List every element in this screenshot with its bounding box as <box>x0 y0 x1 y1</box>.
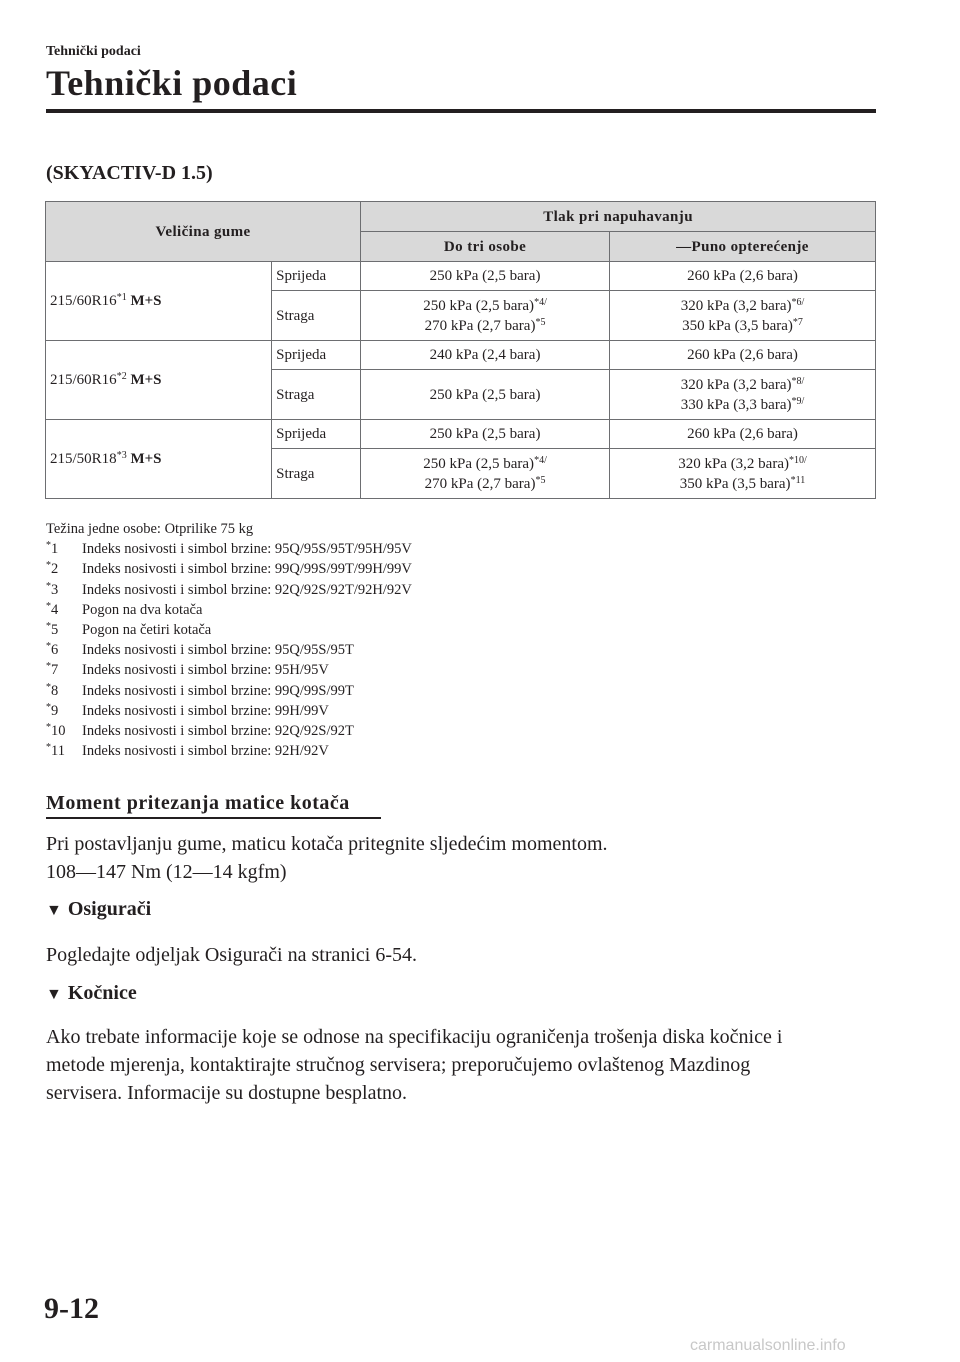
title-rule <box>46 109 876 113</box>
value-cell: 320 kPa (3,2 bara)$^{*10/}$ 350 kPa (3,5 bara)$^{*11}$ <box>609 449 875 499</box>
torque-value: 108―147 Nm (12―14 kgfm) <box>46 861 287 883</box>
brakes-text-line: Ako trebate informacije koje se odnose na specifikaciju ograničenja trošenja diska kočnice i <box>46 1026 783 1048</box>
position-front: Sprijeda <box>272 341 361 370</box>
torque-heading-underline <box>46 817 381 819</box>
tire-size-cell: 215/50R18$^{*3}$ M+S <box>46 420 272 499</box>
section-title: (SKYACTIV-D 1.5) <box>46 162 213 184</box>
chapter-title: Tehnički podaci <box>46 63 298 103</box>
value-cell: 250 kPa (2,5 bara) <box>361 262 610 291</box>
footnote-item: *1 Indeks nosivosti i simbol brzine: 95Q/95S/95T/95H/95V <box>46 540 412 558</box>
value-cell: 240 kPa (2,4 bara) <box>361 341 610 370</box>
value-cell: 250 kPa (2,5 bara) <box>361 420 610 449</box>
triangle-bullet-icon: ▼ <box>46 986 62 1003</box>
table-row <box>46 341 876 370</box>
footnote-item: *7 Indeks nosivosti i simbol brzine: 95H/95V <box>46 661 329 679</box>
footnote-item: *4 Pogon na dva kotača <box>46 600 203 618</box>
footnote-item: *5 Pogon na četiri kotača <box>46 621 212 639</box>
table-header-row <box>46 202 876 232</box>
brakes-text-line: metode mjerenja, kontaktirajte stručnog servisera; preporučujemo ovlaštenog Mazdinog <box>46 1054 751 1076</box>
footnote-item: *3 Indeks nosivosti i simbol brzine: 92Q/92S/92T/92H/92V <box>46 580 412 598</box>
value-cell: 260 kPa (2,6 bara) <box>609 262 875 291</box>
value-cell: 260 kPa (2,6 bara) <box>609 420 875 449</box>
position-front: Sprijeda <box>272 420 361 449</box>
weight-note: Težina jedne osobe: Otprilike 75 kg <box>46 521 254 537</box>
header-full-load: —Puno opterećenje <box>609 232 875 262</box>
table-row <box>46 420 876 449</box>
value-cell: 250 kPa (2,5 bara) <box>361 370 610 420</box>
value-cell: 260 kPa (2,6 bara) <box>609 341 875 370</box>
tire-pressure-table <box>45 201 876 499</box>
fuses-text: Pogledajte odjeljak Osigurači na stranici 6-54. <box>46 944 418 966</box>
header-pressure: Tlak pri napuhavanju <box>361 202 876 232</box>
triangle-bullet-icon: ▼ <box>46 902 62 919</box>
position-front: Sprijeda <box>272 262 361 291</box>
watermark: carmanualsonline.info <box>690 1337 846 1354</box>
page-number: 9-12 <box>44 1292 99 1325</box>
running-head: Tehnički podaci <box>46 44 141 59</box>
brakes-heading: ▼ Kočnice <box>46 982 137 1004</box>
header-tire-size: Veličina gume <box>46 202 361 262</box>
position-rear: Straga <box>272 291 361 341</box>
footnote-item: *6 Indeks nosivosti i simbol brzine: 95Q/95S/95T <box>46 641 354 659</box>
brakes-text-line: servisera. Informacije su dostupne besplatno. <box>46 1082 408 1104</box>
value-cell: 320 kPa (3,2 bara)$^{*8/}$ 330 kPa (3,3 bara)$^{*9/}$ <box>609 370 875 420</box>
tire-size-cell: 215/60R16$^{*2}$ M+S <box>46 341 272 420</box>
footnote-item: *11 Indeks nosivosti i simbol brzine: 92H/92V <box>46 742 329 760</box>
footnote-item: *8 Indeks nosivosti i simbol brzine: 99Q/99S/99T <box>46 681 354 699</box>
header-three-persons: Do tri osobe <box>361 232 610 262</box>
footnote-item: *9 Indeks nosivosti i simbol brzine: 99H/99V <box>46 701 329 719</box>
tire-size-cell: 215/60R16$^{*1}$ M+S <box>46 262 272 341</box>
position-rear: Straga <box>272 370 361 420</box>
value-cell: 250 kPa (2,5 bara)$^{*4/}$ 270 kPa (2,7 bara)$^{*5}$ <box>361 291 610 341</box>
table-row <box>46 262 876 291</box>
footnotes <box>46 519 412 761</box>
torque-heading: Moment pritezanja matice kotača <box>46 792 350 814</box>
position-rear: Straga <box>272 449 361 499</box>
torque-text: Pri postavljanju gume, maticu kotača pritegnite sljedećim momentom. <box>46 833 608 855</box>
value-cell: 320 kPa (3,2 bara)$^{*6/}$ 350 kPa (3,5 bara)$^{*7}$ <box>609 291 875 341</box>
fuses-heading: ▼ Osigurači <box>46 898 152 920</box>
footnote-item: *2 Indeks nosivosti i simbol brzine: 99Q/99S/99T/99H/99V <box>46 560 412 578</box>
footnote-item: *10 Indeks nosivosti i simbol brzine: 92Q/92S/92T <box>46 722 354 740</box>
value-cell: 250 kPa (2,5 bara)$^{*4/}$ 270 kPa (2,7 bara)$^{*5}$ <box>361 449 610 499</box>
